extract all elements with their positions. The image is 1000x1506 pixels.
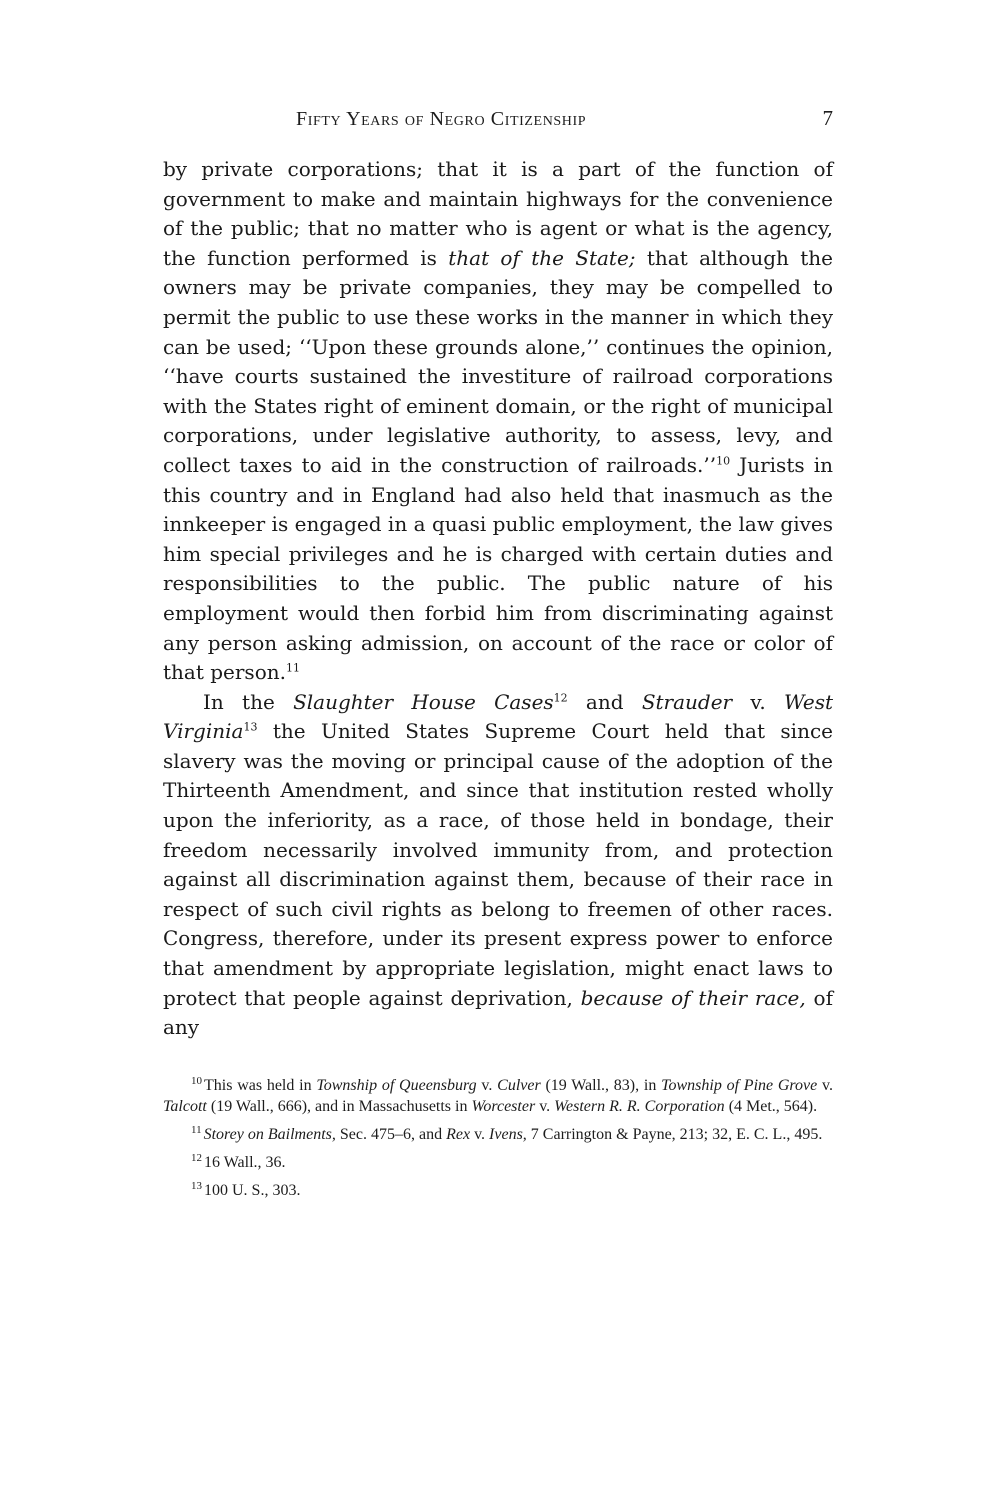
paragraph: by private corporations; that it is a part of the function of government to make and maintain highways for the convenience of the public; that no matter who is agent or what is the agency, the function performed is that of the State; that although the owners may be private companies, they may be compelled to permit the public to use these works in the manner in which they can be used; ‘‘Upon these grounds alone,’’ continues the opinion, ‘‘have courts sustained the investiture of railroad corporations with the States right of eminent domain, or the right of municipal corporations, under legislative authority, to assess, levy, and collect taxes to aid in the construction of railroads.’’$^{10}$ Jurists in this country and in England had also held that inasmuch as the innkeeper is engaged in a quasi public employment, the law gives him special privileges and he is charged with certain duties and responsibilities to the public. The public nature of his employment would then forbid him from discriminating against any person asking admission, on account of the race or color of that person.$^{11}$ — [163, 157, 834, 685]
footnote-ref: 10 — [716, 454, 731, 468]
running-head: Fifty Years of Negro Citizenship — [296, 108, 587, 130]
footnote-10: $^{10}$ This was held in Township of Queensburg v. Culver (19 Wall., 83), in Township of Pine Grove v. Talcott (19 Wall., 666), and in Massachusetts in Worcester v. Western R. R. Corporation (4 Met., 564). — [163, 1074, 833, 1115]
main-text — [163, 155, 833, 1043]
footnote-mark: 10 — [191, 1074, 202, 1087]
case-name: Strauder — [641, 689, 733, 714]
footnote-ref: 13 — [243, 720, 258, 734]
page-header — [163, 108, 833, 138]
page-number: 7 — [822, 106, 833, 130]
footnote-12: $^{12}$ 16 Wall., 36. — [191, 1151, 286, 1171]
italic-phrase: because of their race, — [580, 985, 806, 1010]
footnote-13: $^{13}$ 100 U. S., 303. — [191, 1179, 301, 1199]
footnotes — [163, 1075, 833, 1208]
footnote-11: $^{11}$ Storey on Bailments, Sec. 475–6, and Rex v. Ivens, 7 Carrington & Payne, 213; 32, E. C. L., 495. — [191, 1123, 823, 1143]
case-name: West Virginia — [163, 689, 833, 744]
footnote-ref: 12 — [553, 691, 568, 705]
footnote-mark: 13 — [191, 1179, 202, 1192]
footnote-mark: 12 — [191, 1151, 202, 1164]
paragraph: In the Slaughter House Cases$^{12}$ and Strauder v. West Virginia$^{13}$ the United States Supreme Court held that since slavery was the moving or principal cause of the adoption of the Thirteenth Amendment, and since that institution rested wholly upon the inferiority, as a race, of those held in bondage, their freedom necessarily involved immunity from, and protection against all discrimination against them, because of their race in respect of such civil rights as belong to freemen of other races. Congress, therefore, under its present express power to enforce that amendment by appropriate legislation, might enact laws to protect that people against deprivation, because of their race, of any — [163, 689, 833, 1040]
footnote-mark: 11 — [191, 1123, 202, 1136]
footnote-ref: 11 — [285, 661, 300, 675]
case-name: Slaughter House Cases — [293, 689, 554, 714]
italic-phrase: that of the State; — [448, 245, 636, 270]
